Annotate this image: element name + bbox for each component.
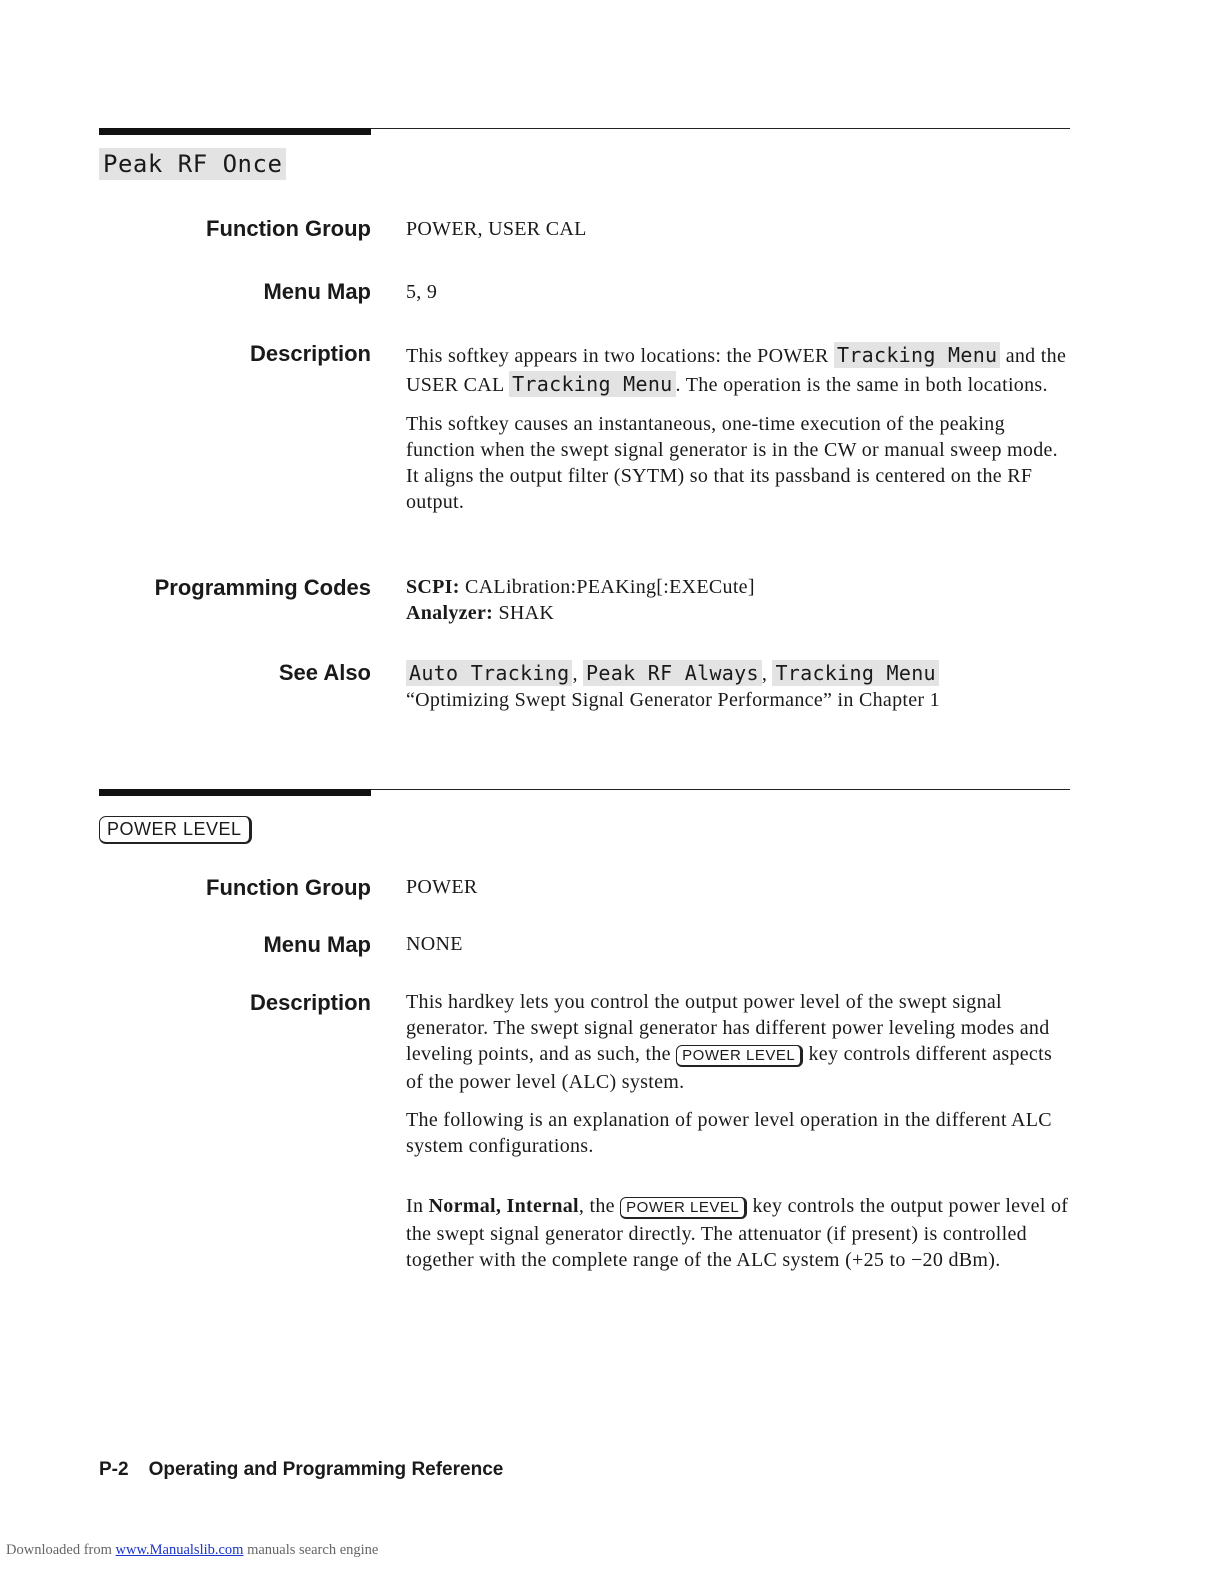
section-title-hardkey: POWER LEVEL: [99, 816, 252, 844]
menu-map-label: Menu Map: [263, 932, 371, 957]
programming-codes-label: Programming Codes: [154, 575, 371, 600]
function-group-value: POWER: [406, 876, 478, 898]
power-level-hardkey: POWER LEVEL: [676, 1045, 803, 1067]
download-notice: Downloaded from www.Manualslib.com manuals search engine: [6, 1542, 379, 1558]
description-paragraph: In Normal, Internal, the POWER LEVEL key controls the output power level of the swept signal generator directly. The attenuator (if present) is controlled together with the complete range of the ALC system (+25 to −20 dBm).: [406, 1195, 1069, 1271]
peak-rf-always-softkey: Peak RF Always: [583, 660, 762, 686]
see-also-label: See Also: [278, 660, 371, 685]
page-number: P-2: [99, 1459, 129, 1480]
menu-map-value: NONE: [406, 933, 463, 955]
menu-map-value: 5, 9: [406, 281, 438, 303]
description-paragraph: The following is an explanation of power level operation in the different ALC system configurations.: [406, 1109, 1052, 1157]
see-also-reference: “Optimizing Swept Signal Generator Performance” in Chapter 1: [406, 689, 940, 711]
scpi-line: SCPI: CALibration:PEAKing[:EXECute]: [406, 576, 755, 598]
description-paragraph: This softkey causes an instantaneous, one-time execution of the peaking function when the swept signal generator is in the CW or manual sweep mode. It aligns the output filter (SYTM) so that its passband is centered on the RF output.: [406, 413, 1058, 513]
tracking-menu-softkey: Tracking Menu: [834, 342, 1000, 368]
auto-tracking-softkey: Auto Tracking: [406, 660, 572, 686]
description-label: Description: [249, 990, 371, 1015]
footer-title: Operating and Programming Reference: [148, 1459, 504, 1480]
see-also: [406, 660, 1074, 713]
tracking-menu-softkey: Tracking Menu: [772, 660, 938, 686]
section-title-softkey: Peak RF Once: [99, 148, 286, 180]
function-group-label: Function Group: [206, 216, 371, 241]
menu-map-label: Menu Map: [263, 279, 371, 304]
description-text: [406, 989, 1074, 1285]
power-level-hardkey: POWER LEVEL: [620, 1197, 747, 1219]
section-rule: [99, 128, 1070, 135]
page-footer: [99, 1459, 503, 1481]
tracking-menu-softkey: Tracking Menu: [509, 371, 675, 397]
programming-codes: [406, 574, 1074, 626]
see-also-keys: Auto Tracking , Peak RF Always , Tracking Menu: [406, 660, 1074, 687]
description-text: [406, 341, 1074, 527]
function-group-label: Function Group: [206, 875, 371, 900]
description-label: Description: [249, 341, 371, 366]
description-paragraph: This hardkey lets you control the output power level of the swept signal generator. The swept signal generator has different power leveling modes and leveling points, and as such, the POWER LEVEL key controls different aspects of the power level (ALC) system.: [406, 991, 1053, 1093]
description-paragraph: This softkey appears in two locations: the POWER Tracking Menu and the USER CAL Tracking Menu . The operation is the same in both locations.: [406, 343, 1067, 396]
function-group-value: POWER, USER CAL: [406, 218, 587, 240]
manualslib-link[interactable]: www.Manualslib.com: [115, 1542, 244, 1558]
analyzer-line: Analyzer: SHAK: [406, 602, 555, 624]
section-rule: [99, 789, 1070, 796]
